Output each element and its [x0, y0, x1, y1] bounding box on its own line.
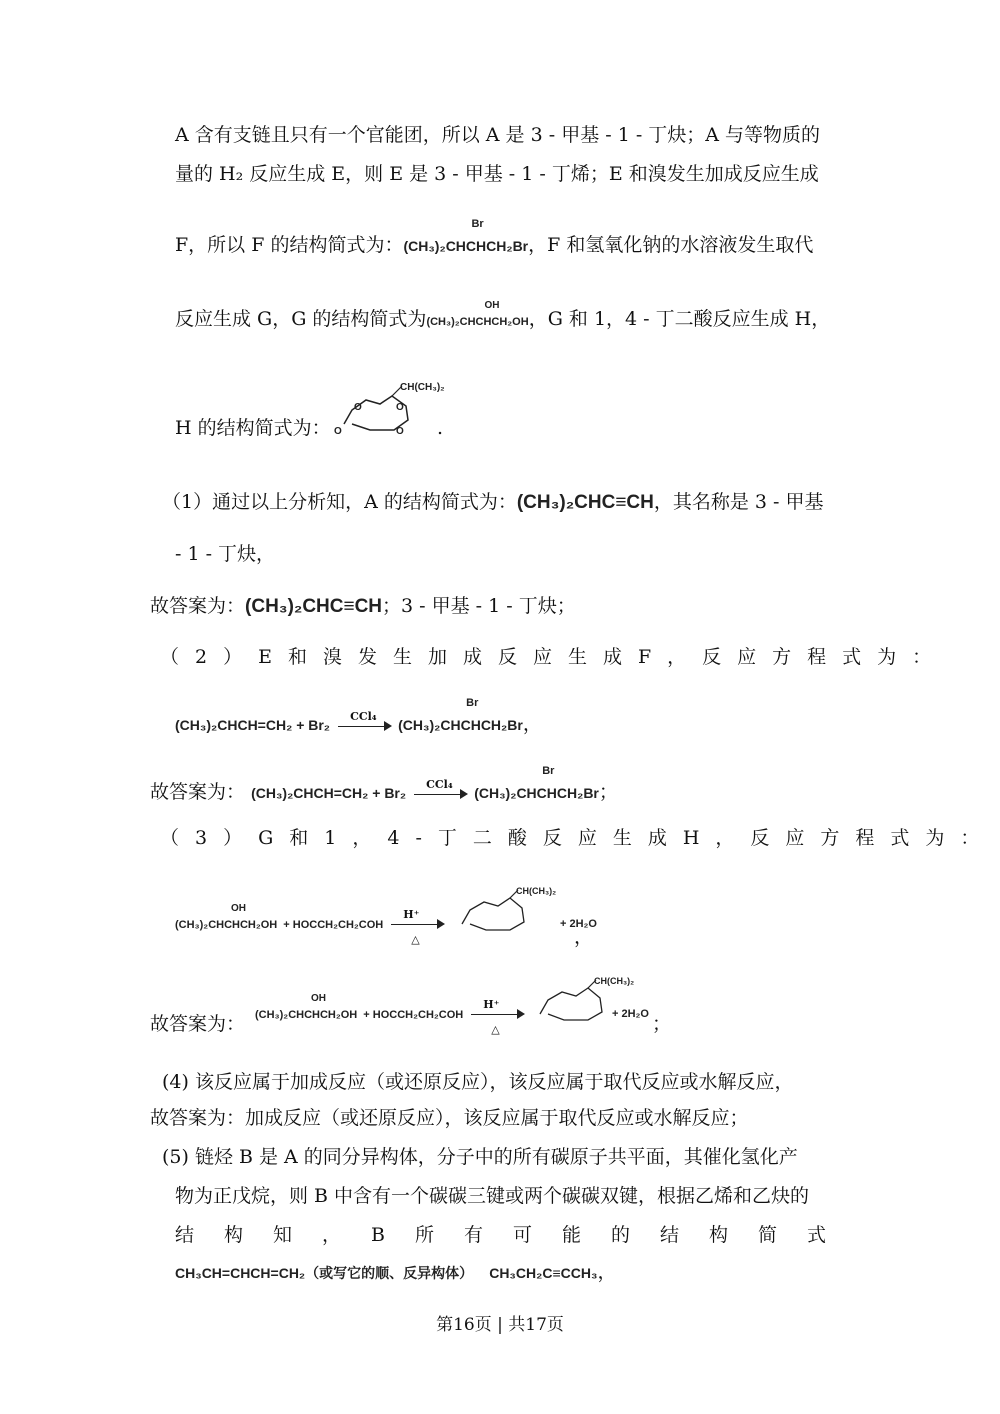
q5-comma: ，	[597, 1261, 617, 1283]
h-ring-structure	[330, 374, 450, 444]
eq3-oh: OH	[231, 903, 246, 914]
eq3-acid: + HOCCH₂CH₂COH	[283, 919, 384, 931]
answer-3-label: 故答案为：	[150, 1013, 246, 1035]
ans3-hplus: H⁺	[483, 998, 500, 1011]
eq2-product	[398, 697, 523, 737]
question-5-line-1: (5) 链烃 B 是 A 的同分异构体，分子中的所有碳原子共平面，其催化氢化产	[162, 1146, 798, 1168]
equation-2-line	[175, 697, 542, 737]
ans3-acid: + HOCCH₂CH₂COH	[363, 1009, 464, 1021]
ans3-semicolon: ；	[652, 1013, 672, 1035]
h-ring-o2: O	[396, 402, 404, 413]
answer-1-formula: (CH₃)₂CHC≡CH	[245, 596, 383, 617]
question-4-line: (4) 该反应属于加成反应（或还原反应），该反应属于取代反应或水解反应，	[162, 1071, 794, 1093]
a-structure-formula: (CH₃)₂CHC≡CH	[516, 492, 654, 513]
eq3-water: + 2H₂O	[560, 918, 597, 930]
answer-1-label: 故答案为：	[150, 595, 246, 617]
b-structure-diene: CH₃CH=CHCH=CH₂（或写它的顺、反异构体）	[175, 1265, 474, 1281]
q1-after-text: ，其名称是 3 - 甲基	[653, 491, 824, 513]
f-after-text: ，F 和氢氧化钠的水溶液发生取代	[528, 234, 814, 256]
question-2-line: （2）E和溴发生加成反应生成F，反应方程式为：	[160, 646, 948, 668]
answer-1-line	[150, 594, 576, 619]
answer-2-line	[150, 765, 618, 805]
g-structure-formula	[426, 300, 529, 334]
eq2-product-chain: (CH₃)₂CHCHCH₂Br	[398, 717, 523, 733]
eq3-g-chain: (CH₃)₂CHCHCH₂OH	[175, 919, 278, 931]
eq3-g-formula	[175, 903, 278, 937]
ans3-oh: OH	[311, 993, 326, 1004]
f-structure-formula	[403, 218, 529, 258]
f-br-label: Br	[471, 218, 484, 230]
paragraph-line-1: A 含有支链且只有一个官能团，所以 A 是 3 - 甲基 - 1 - 丁炔；A 与等物质的	[175, 124, 821, 146]
question-5-line-4	[175, 1260, 616, 1285]
eq3-comma: ，	[574, 926, 594, 948]
ans2-product-chain: (CH₃)₂CHCHCH₂Br	[474, 785, 599, 801]
g-main-chain: (CH₃)₂CHCHCH₂OH	[426, 316, 529, 328]
answer-3-equation	[255, 993, 525, 1036]
ans2-semicolon: ；	[598, 781, 618, 803]
ans3-arrow	[469, 998, 525, 1036]
eq3-h-sub: CH(CH₃)₂	[516, 886, 557, 896]
page-footer: 第16页 | 共17页	[436, 1315, 564, 1335]
q1-intro-text: （1）通过以上分析知，A 的结构简式为：	[162, 491, 517, 513]
eq3-hplus: H⁺	[403, 908, 420, 921]
g-intro-text: 反应生成 G，G 的结构简式为	[175, 308, 427, 330]
eq2-product-br: Br	[466, 697, 479, 709]
question-3-line: （3）G和1，4-丁二酸反应生成H，反应方程式为：	[160, 827, 996, 849]
question-5-line-2: 物为正戊烷，则 B 中含有一个碳碳三键或两个碳碳双键，根据乙烯和乙炔的	[175, 1185, 810, 1207]
ans2-product	[474, 765, 599, 805]
eq3-h-ring	[450, 882, 560, 944]
answer-1-after: ；3 - 甲基 - 1 - 丁炔；	[382, 595, 576, 617]
h-ring-o1: O	[354, 402, 362, 413]
paragraph-line-2: 量的 H₂ 反应生成 E，则 E 是 3 - 甲基 - 1 - 丁烯；E 和溴发生加成反应生成	[175, 163, 819, 185]
ans2-product-br: Br	[542, 765, 555, 777]
ans2-arrow	[412, 778, 468, 803]
ans3-g-chain: (CH₃)₂CHCHCH₂OH	[255, 1009, 358, 1021]
paragraph-line-4	[175, 300, 831, 334]
f-intro-text: F，所以 F 的结构简式为：	[175, 234, 404, 256]
eq3-arrow	[389, 908, 445, 946]
eq2-arrow	[336, 710, 392, 735]
answer-4-line: 故答案为：加成反应（或还原反应），该反应属于取代反应或水解反应；	[150, 1107, 749, 1129]
paragraph-line-5	[175, 416, 331, 440]
question-1-line	[162, 490, 824, 515]
h-period: .	[437, 417, 444, 439]
ans3-g-formula	[255, 993, 358, 1027]
eq2-comma: ，	[522, 713, 542, 735]
h-ring-o3: O	[334, 426, 342, 437]
equation-3-line	[175, 903, 445, 946]
ans3-water: + 2H₂O	[612, 1008, 649, 1020]
h-ring-substituent: CH(CH₃)₂	[400, 382, 445, 393]
g-oh-label: OH	[484, 300, 500, 311]
answer-2-label: 故答案为：	[150, 781, 246, 803]
g-after-text: ，G 和 1，4 - 丁二酸反应生成 H，	[528, 308, 831, 330]
paragraph-line-3	[175, 218, 814, 258]
eq3-delta: △	[411, 933, 420, 946]
h-intro-text: H 的结构简式为：	[175, 417, 331, 439]
ans3-h-sub: CH(CH₃)₂	[594, 976, 635, 986]
b-structure-alkyne: CH₃CH₂C≡CCH₃	[489, 1265, 598, 1281]
ans3-delta: △	[491, 1023, 500, 1036]
h-ring-o4: O	[396, 426, 404, 437]
eq2-ccl4: CCl₄	[350, 710, 377, 723]
f-main-chain: (CH₃)₂CHCHCH₂Br	[403, 238, 529, 254]
question-1-continued: - 1 - 丁炔，	[175, 543, 276, 565]
answer-3-line	[150, 1012, 245, 1036]
eq2-reactants: (CH₃)₂CHCH=CH₂ + Br₂	[175, 717, 331, 733]
ans2-ccl4: CCl₄	[426, 778, 453, 791]
ans2-reactants: (CH₃)₂CHCH=CH₂ + Br₂	[251, 785, 407, 801]
question-5-line-3: 结构知，B所有可能的结构简式	[175, 1224, 856, 1246]
